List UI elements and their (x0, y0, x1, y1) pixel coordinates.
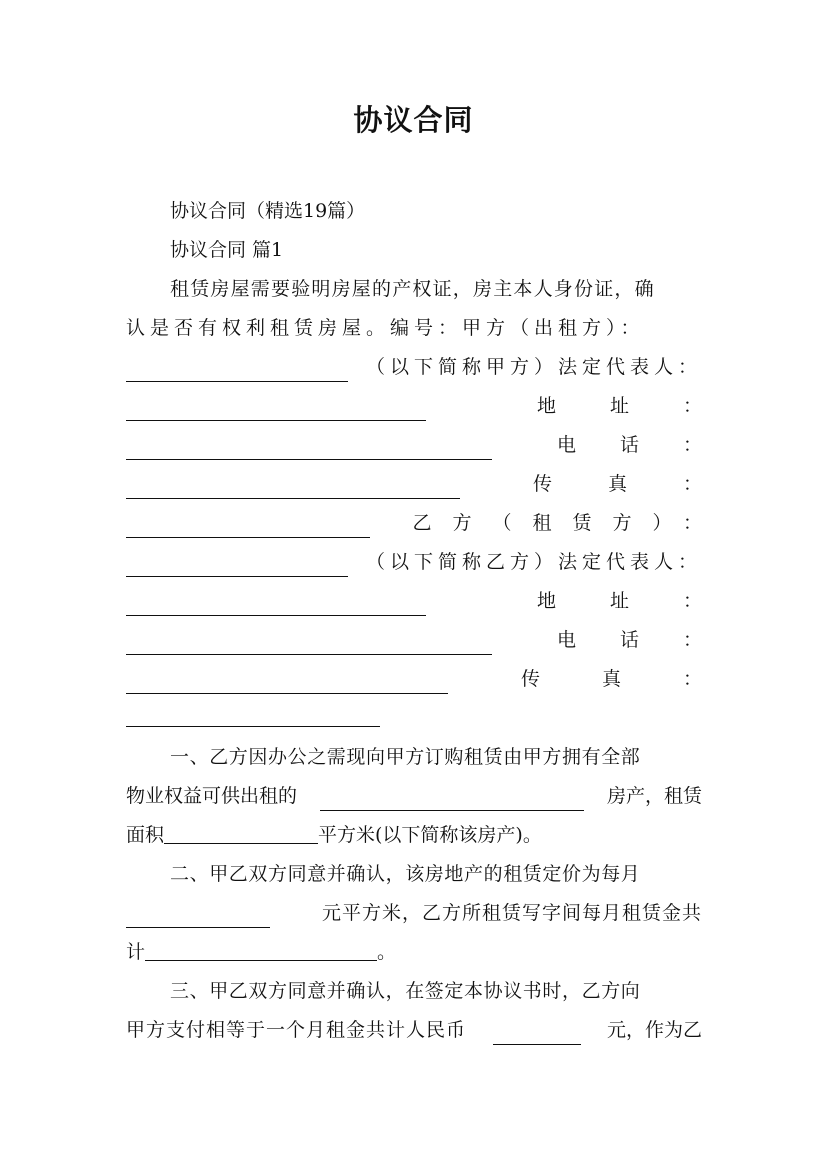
party-a-phone-label: 电话： (556, 434, 746, 456)
clause-3-text-b: 元，作为乙 (606, 1019, 702, 1041)
property-blank (320, 783, 584, 811)
intro-line-1: 租赁房屋需要验明房屋的产权证，房主本人身份证，确 (170, 278, 655, 300)
party-b-ref-line (126, 543, 702, 582)
party-b-address-line (126, 582, 756, 621)
party-a-name-blank (126, 354, 348, 382)
party-a-fax-label: 传真： (532, 473, 758, 495)
party-a-ref-text: （以下简称甲方）法定代表人： (365, 356, 702, 378)
document-subtitle: 协议合同（精选19篇） (170, 200, 366, 222)
document-title: 协议合同 (353, 103, 474, 137)
party-b-label: 乙方（租赁方）： (412, 512, 723, 534)
clause-2-text-a: 元平方米，乙方所租赁写字间每月租赁金共 (321, 902, 702, 924)
party-b-address-label: 地址： (536, 590, 756, 612)
party-b-fax-line (126, 660, 764, 699)
clause-1-line-3 (126, 816, 702, 855)
party-b-phone-label: 电话： (556, 629, 746, 651)
section-heading: 协议合同 篇1 (170, 239, 284, 261)
clause-2-line-2 (126, 894, 702, 933)
clause-1-text-d: 平方米(以下简称该房产)。 (318, 824, 542, 846)
monthly-rent-blank (145, 933, 377, 961)
party-a-phone-blank (126, 471, 460, 499)
party-a-phone-line (126, 426, 746, 465)
clause-2-text-c: 。 (377, 941, 397, 963)
clause-1-text-a: 物业权益可供出租的 (126, 785, 298, 807)
party-a-fax-blank (126, 510, 370, 538)
clause-1-text-b: 房产，租赁 (606, 785, 702, 807)
party-b-ref-text: （以下简称乙方）法定代表人： (365, 551, 702, 573)
party-b-phone-line (126, 621, 746, 660)
clause-3-line-1: 三、甲乙双方同意并确认，在签定本协议书时，乙方向 (170, 980, 641, 1002)
party-a-address-blank (126, 432, 492, 460)
clause-2-text-b: 计 (126, 941, 146, 963)
clause-1-line-1: 一、乙方因办公之需现向甲方订购租赁由甲方拥有全部 (170, 746, 641, 768)
party-a-ref-line (126, 348, 702, 387)
party-b-representative-blank (126, 588, 426, 616)
party-a-representative-blank (126, 393, 426, 421)
intro-line-2: 认是否有权利租赁房屋。编号：甲方（出租方）： (126, 317, 645, 339)
party-a-address-label: 地址： (536, 395, 756, 417)
party-b-phone-blank (126, 666, 448, 694)
party-b-address-blank (126, 627, 492, 655)
clause-3-line-2 (126, 1011, 702, 1050)
party-b-label-line (126, 504, 723, 543)
party-a-address-line (126, 387, 756, 426)
party-b-name-blank (126, 549, 348, 577)
clause-1-text-c: 面积 (126, 824, 165, 846)
party-a-fax-line (126, 465, 758, 504)
party-b-fax-blank-line (126, 699, 702, 738)
clause-2-line-3 (126, 933, 702, 972)
price-blank (126, 900, 270, 928)
clause-1-line-2 (126, 777, 702, 816)
deposit-blank (493, 1017, 581, 1045)
clause-3-text-a: 甲方支付相等于一个月租金共计人民币 (126, 1019, 467, 1041)
clause-2-line-1: 二、甲乙双方同意并确认，该房地产的租赁定价为每月 (170, 863, 641, 885)
area-blank (164, 816, 318, 844)
party-b-fax-blank (126, 699, 380, 727)
party-b-fax-label: 传真： (520, 668, 764, 690)
